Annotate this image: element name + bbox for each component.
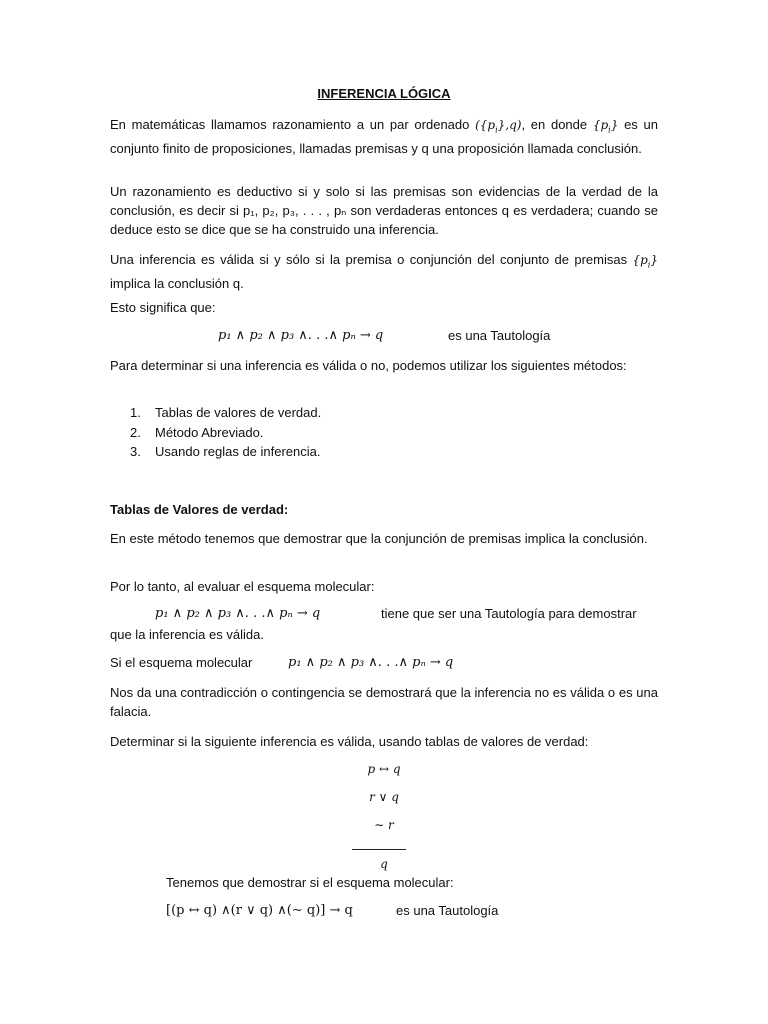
methods-list [130,403,321,462]
list-item: 1. Tablas de valores de verdad. [130,405,322,420]
paragraph-exercise: Determinar si la siguiente inferencia es válida, usando tablas de valores de verdad: [110,734,589,749]
section-heading: Tablas de Valores de verdad: [110,502,289,517]
paragraph-methods-intro: Para determinar si una inferencia es válida o no, podemos utilizar los siguientes métodos: [110,358,627,373]
math-premise-set: $\{p_i\}$ [632,253,658,270]
paragraph-text: Una inferencia es válida si y sólo si la premisa o conjunción del conjunto de premisas [110,252,628,267]
paragraph-text: Si el esquema molecular [110,655,253,670]
conclusion: q [380,857,388,871]
paragraph-valid-inference [110,250,658,293]
paragraph-text: implica la conclusión q. [110,276,244,292]
paragraph-text: Tenemos que demostrar si el esquema molecular: [166,875,454,890]
formula-molecular-scheme: p₁ ∧ p₂ ∧ p₃ ∧. . .∧ pₙ → q [288,655,454,670]
formula-final-scheme: [(p ↔ q) ∧(r ∨ q) ∧(∼ q)] → q [166,903,353,918]
page-title: INFERENCIA LÓGICA [317,86,451,101]
paragraph-evaluate: Por lo tanto, al evaluar el esquema molecular: [110,579,375,594]
paragraph-text: que la inferencia es válida. [110,627,264,642]
paragraph-definition [110,115,658,158]
formula-molecular-scheme: p₁ ∧ p₂ ∧ p₃ ∧. . .∧ pₙ → q [155,606,321,621]
list-item: 2. Método Abreviado. [130,424,264,440]
paragraph-contradiction: Nos da una contradicción o contingencia se demostrará que la inferencia no es válida o es una falacia. [110,685,658,719]
formula-note: es una Tautología [396,903,499,918]
formula-note: es una Tautología [448,328,551,343]
paragraph-text: En matemáticas llamamos razonamiento a un par ordenado [110,117,470,132]
paragraph-method-desc: En este método tenemos que demostrar que la conjunción de premisas implica la conclusión. [110,531,648,546]
conclusion-divider [352,849,406,850]
paragraph-text: es un conjunto finito de proposiciones, llamadas premisas y q una proposición llamada conclusión. [110,117,658,157]
paragraph-meaning: Esto significa que: [110,300,216,315]
paragraph-text: , en donde [521,117,588,132]
premise-1: p ↔ q [367,762,401,776]
premise-3: ∼ r [374,818,394,832]
formula-tautology: p₁ ∧ p₂ ∧ p₃ ∧. . .∧ pₙ → q [218,328,384,343]
paragraph-deductive: Un razonamiento es deductivo si y solo si las premisas son evidencias de la verdad de la conclusión, es decir si p₁, p₂, p₃, . . . , pₙ son verdaderas entonces q es verdadera; cuando se deduce esto se dice que se ha construido una inferencia. [110,184,658,237]
math-ordered-pair: $(\{p_i\},q)$ [475,118,522,135]
premise-2: r ∨ q [369,790,399,804]
math-premise-set: $\{p_i\}$ [592,118,619,135]
list-item: 3. Usando reglas de inferencia. [130,444,321,459]
formula-note: tiene que ser una Tautología para demostrar [381,606,637,621]
